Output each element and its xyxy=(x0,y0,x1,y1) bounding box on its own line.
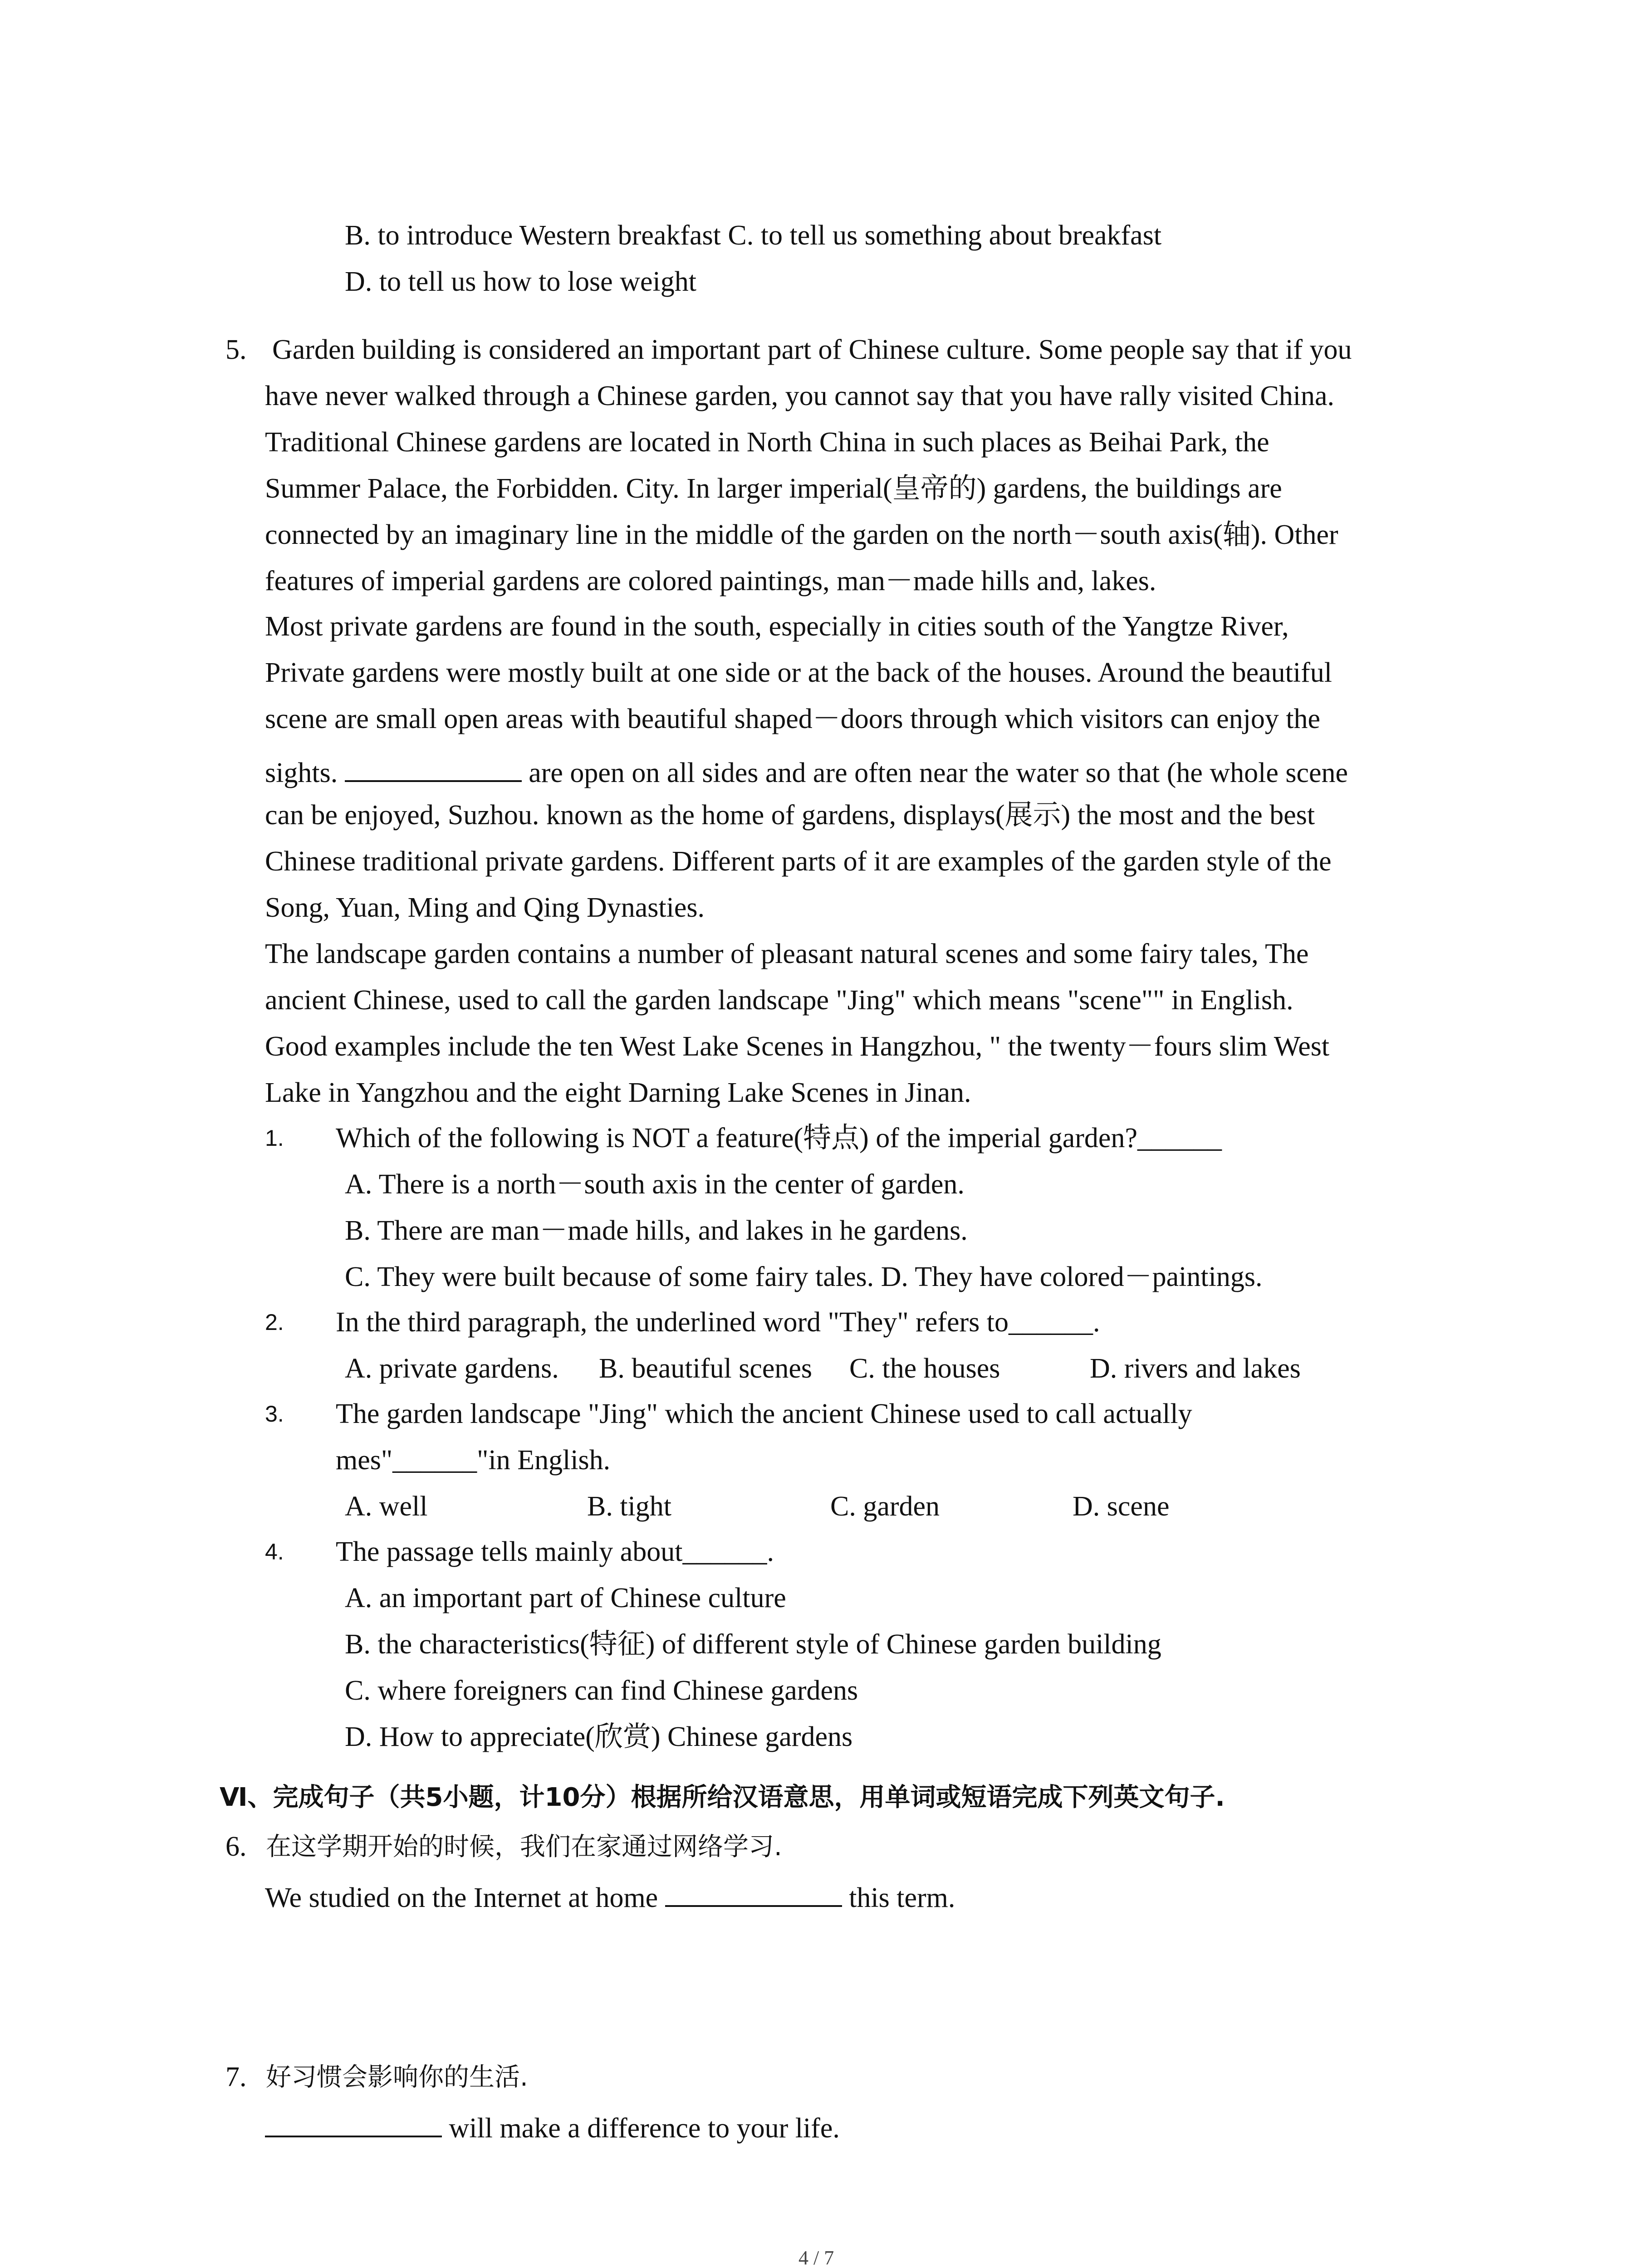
passage-line: connected by an imaginary line in the middle of the garden on the north－south axis(轴). Other xyxy=(265,519,1338,550)
answer-blank[interactable] xyxy=(265,2110,442,2137)
q7-number: 7. xyxy=(225,2062,247,2092)
question-number: 1. xyxy=(265,1125,284,1151)
q5-number: 5. xyxy=(225,334,247,365)
passage-line: Private gardens were mostly built at one side or at the back of the houses. Around the beautiful xyxy=(265,657,1332,688)
passage-line: Summer Palace, the Forbidden. City. In larger imperial(皇帝的) gardens, the buildings are xyxy=(265,473,1282,504)
passage-line: can be enjoyed, Suzhou. known as the home of gardens, displays(展示) the most and the best xyxy=(265,800,1315,831)
option: B. tight xyxy=(587,1491,672,1522)
passage-line: ancient Chinese, used to call the garden landscape "Jing" which means "scene"" in English. xyxy=(265,985,1293,1016)
q6-sentence xyxy=(265,1880,955,1912)
passage-line: The landscape garden contains a number of pleasant natural scenes and some fairy tales, The xyxy=(265,938,1309,969)
answer-blank[interactable] xyxy=(665,1880,842,1907)
passage-line: features of imperial gardens are colored paintings, man－made hills and, lakes. xyxy=(265,566,1156,596)
answer-blank[interactable] xyxy=(345,755,522,782)
passage-line: have never walked through a Chinese garden, you cannot say that you have rally visited China. xyxy=(265,381,1335,411)
question-number: 3. xyxy=(265,1401,284,1427)
option: A. private gardens. xyxy=(345,1353,559,1384)
passage-line: Song, Yuan, Ming and Qing Dynasties. xyxy=(265,892,705,923)
q6-text-before: We studied on the Internet at home xyxy=(265,1882,658,1913)
passage-line: Traditional Chinese gardens are located in North China in such places as Beihai Park, the xyxy=(265,427,1269,458)
question-number: 4. xyxy=(265,1539,284,1564)
passage-blank-line xyxy=(265,755,1348,787)
option-line: C. where foreigners can find Chinese gardens xyxy=(345,1675,858,1706)
passage-line: Lake in Yangzhou and the eight Darning Lake Scenes in Jinan. xyxy=(265,1077,971,1108)
question-number: 2. xyxy=(265,1310,284,1335)
question-stem: The passage tells mainly about______. xyxy=(336,1536,774,1567)
option-line: B. There are man－made hills, and lakes in he gardens. xyxy=(345,1215,968,1246)
section-heading: Ⅵ、完成句子（共5小题，计10分）根据所给汉语意思，用单词或短语完成下列英文句子. xyxy=(220,1783,1225,1812)
question-stem: mes"______"in English. xyxy=(336,1445,611,1476)
q4-option-line-2: D. to tell us how to lose weight xyxy=(345,266,696,297)
option-line: A. There is a north－south axis in the center of garden. xyxy=(345,1169,965,1200)
q6-chinese: 在这学期开始的时候，我们在家通过网络学习. xyxy=(266,1832,782,1862)
option-line: D. How to appreciate(欣赏) Chinese gardens xyxy=(345,1721,853,1752)
option-line: A. an important part of Chinese culture xyxy=(345,1583,786,1613)
option: C. garden xyxy=(830,1491,940,1522)
q7-text-after: will make a difference to your life. xyxy=(449,2113,840,2144)
option: D. rivers and lakes xyxy=(1090,1353,1301,1384)
question-stem: In the third paragraph, the underlined word "They" refers to______. xyxy=(336,1307,1100,1338)
passage-line: scene are small open areas with beautiful shaped－doors through which visitors can enjoy the xyxy=(265,704,1321,734)
passage-line: Most private gardens are found in the south, especially in cities south of the Yangtze River, xyxy=(265,611,1289,642)
q7-chinese: 好习惯会影响你的生活. xyxy=(266,2063,528,2092)
q6-text-after: this term. xyxy=(849,1882,955,1913)
option: C. the houses xyxy=(849,1353,1000,1384)
question-stem: Which of the following is NOT a feature(特点) of the imperial garden?______ xyxy=(336,1123,1222,1154)
q7-sentence xyxy=(265,2110,840,2142)
question-stem: The garden landscape "Jing" which the ancient Chinese used to call actually xyxy=(336,1398,1192,1429)
passage-line: Chinese traditional private gardens. Different parts of it are examples of the garden style of the xyxy=(265,846,1332,877)
option: A. well xyxy=(345,1491,428,1522)
page-number: 4 / 7 xyxy=(798,2247,834,2268)
q4-option-line-1: B. to introduce Western breakfast C. to tell us something about breakfast xyxy=(345,220,1162,251)
passage-line: Good examples include the ten West Lake Scenes in Hangzhou, " the twenty－fours slim West xyxy=(265,1031,1330,1062)
passage-text: are open on all sides and are often near the water so that (he whole scene xyxy=(529,758,1348,788)
passage-line: Garden building is considered an important part of Chinese culture. Some people say that if you xyxy=(272,334,1352,365)
passage-text: sights. xyxy=(265,758,338,788)
option: B. beautiful scenes xyxy=(599,1353,813,1384)
option-line: B. the characteristics(特征) of different style of Chinese garden building xyxy=(345,1629,1161,1660)
q6-number: 6. xyxy=(225,1831,247,1862)
option: D. scene xyxy=(1073,1491,1170,1522)
option-line: C. They were built because of some fairy tales. D. They have colored－paintings. xyxy=(345,1261,1263,1292)
